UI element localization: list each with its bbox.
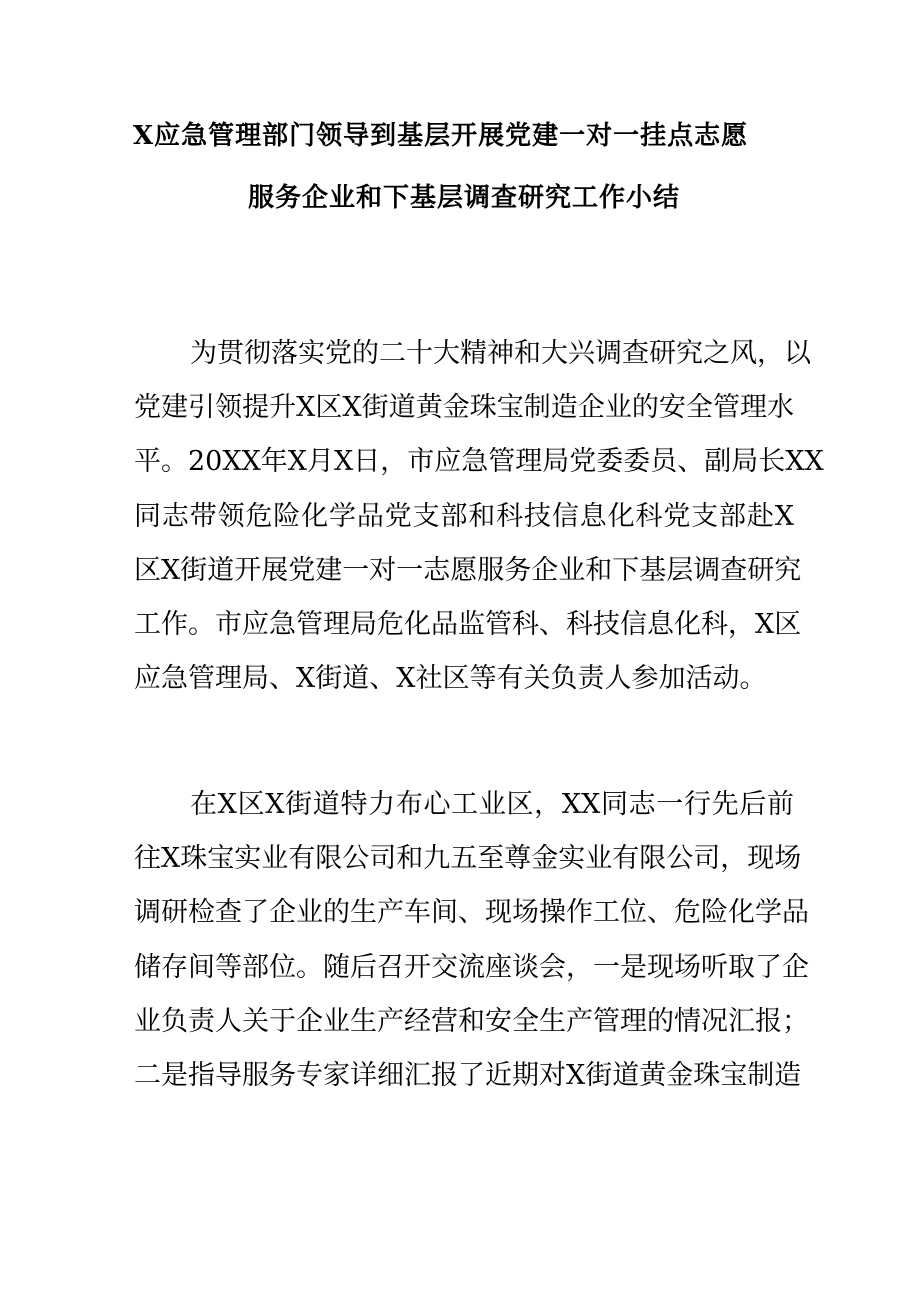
paragraph-line: 区X街道开展党建一对一志愿服务企业和下基层调查研究 [134,554,802,586]
body-paragraph-2 [134,785,809,1110]
paragraph-line: 在X区X街道特力布心工业区，XX同志一行先后前 [190,789,794,820]
paragraph-line: 往X珠宝实业有限公司和九五至尊金实业有限公司，现场 [134,843,802,875]
paragraph-line: 党建引领提升X区X街道黄金珠宝制造企业的安全管理水 [134,392,794,424]
document-title-line-2: 服务企业和下基层调查研究工作小结 [248,183,681,213]
paragraph-line: 工作。市应急管理局危化品监管科、科技信息化科，X区 [134,608,802,640]
paragraph-line: 同志带领危险化学品党支部和科技信息化科党支部赴X [134,500,794,532]
paragraph-line: 储存间等部位。随后召开交流座谈会，一是现场听取了企 [134,951,809,983]
paragraph-line: 应急管理局、X街道、X社区等有关负责人参加活动。 [134,663,767,695]
paragraph-line: 为贯彻落实党的二十大精神和大兴调查研究之风，以 [190,338,811,369]
document-title-line-1: X应急管理部门领导到基层开展党建一对一挂点志愿 [133,121,749,151]
body-paragraph-1 [134,334,824,713]
paragraph-line: 平。20XX年X月X日，市应急管理局党委委员、副局长XX [134,446,824,478]
paragraph-line: 业负责人关于企业生产经营和安全生产管理的情况汇报； [134,1005,809,1037]
paragraph-line: 调研检查了企业的生产车间、现场操作工位、危险化学品 [134,897,809,929]
paragraph-line: 二是指导服务专家详细汇报了近期对X街道黄金珠宝制造 [134,1059,802,1091]
